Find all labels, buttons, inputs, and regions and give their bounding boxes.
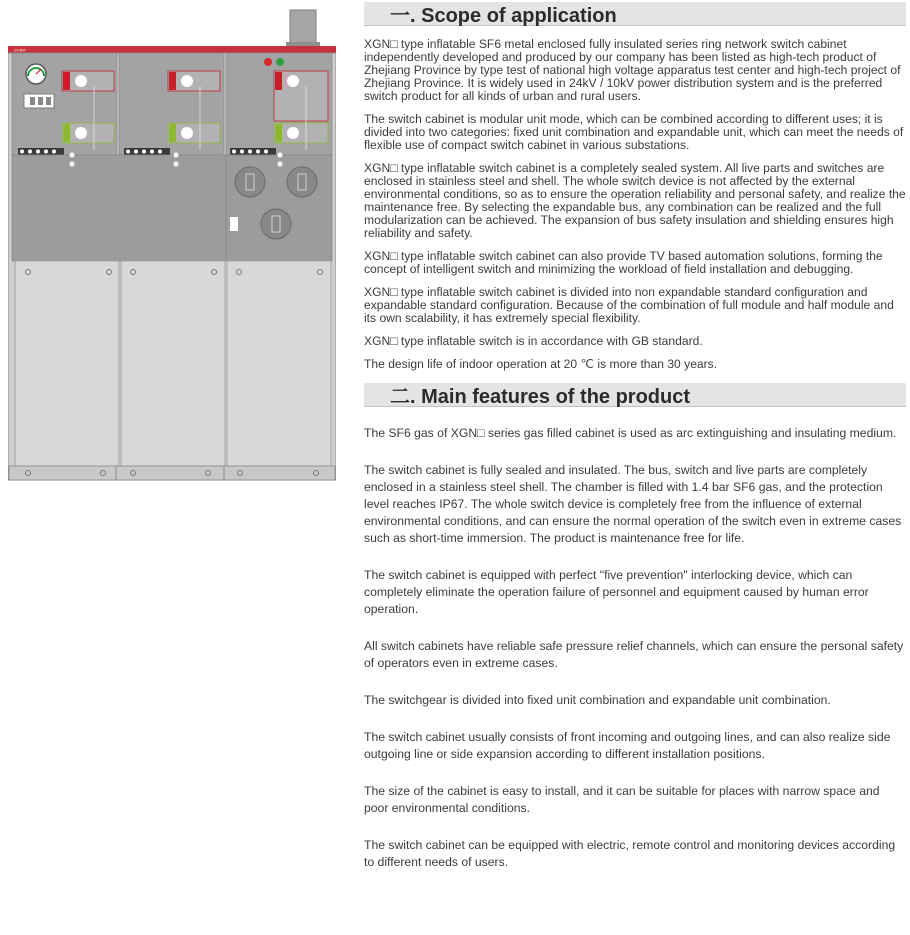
switchgear-illustration: [8, 8, 336, 488]
top-vent: [286, 10, 320, 47]
switch-mechanism-upper-3: [274, 71, 328, 121]
scope-paragraph: The design life of indoor operation at 20 ℃ is more than 30 years.: [364, 357, 718, 371]
scope-paragraph: The switch cabinet is modular unit mode, which can be combined according to different uses; it is divided into two categories: fixed unit combination and expandable unit, which can meet the needs of flexible use of compact switch cabinet in various substations.: [364, 112, 904, 152]
text-column: [364, 0, 906, 871]
switch-mechanism-lower-1: [62, 123, 114, 143]
feature-paragraph: The size of the cabinet is easy to install, and it can be suitable for places with narrow space and poor environmental conditions.: [364, 784, 880, 815]
fuse-socket-icon: [287, 167, 317, 197]
switch-mechanism-upper-2: [168, 71, 220, 91]
feature-paragraph: The switch cabinet usually consists of front incoming and outgoing lines, and can also realize side outgoing line or side expansion according to different installation positions.: [364, 730, 891, 761]
top-strip: [8, 46, 336, 53]
switch-mechanism-upper-1: [62, 71, 114, 91]
scope-paragraph: XGN□ type inflatable switch is in accordance with GB standard.: [364, 334, 703, 348]
fuse-socket-icon: [261, 209, 291, 239]
lower-door-3: [227, 261, 331, 466]
switchgear-drawing: [8, 8, 336, 483]
section-heading-scope: 一. Scope of application: [364, 2, 906, 26]
feature-paragraph: The switch cabinet is equipped with perfect "five prevention" interlocking device, which can completely eliminate the operation failure of personnel and equipment caused by human error operation.: [364, 568, 869, 616]
feature-paragraph: The SF6 gas of XGN□ series gas filled cabinet is used as arc extinguishing and insulating medium.: [364, 426, 897, 440]
scope-paragraph: XGN□ type inflatable switch cabinet can also provide TV based automation solutions, forming the concept of intelligent switch and minimizing the workload of field installation and debugging.: [364, 249, 883, 276]
pressure-gauge-icon: [26, 64, 46, 84]
feature-paragraph: The switch cabinet is fully sealed and insulated. The bus, switch and live parts are completely enclosed in a stainless steel shell. The chamber is filled with 1.4 bar SF6 gas, and the protection level reaches IP67. The whole switch device is completely free from the influence of external environmental conditions, and can ensure the normal operation of the switch even in extreme cases such as short-time immersion. The product is maintenance free for life.: [364, 463, 902, 545]
feature-paragraph: All switch cabinets have reliable safe pressure relief channels, which can ensure the personal safety of operators even in extreme cases.: [364, 639, 904, 670]
indicator-strip-1: [18, 148, 64, 155]
indicator-light-icon: [276, 58, 284, 66]
nameplate-icon: [24, 94, 54, 108]
window-slot: [230, 217, 238, 231]
scope-paragraph-list: [364, 38, 906, 371]
fuse-socket-icon: [235, 167, 265, 197]
indicator-strip-3: [230, 148, 276, 155]
indicator-light-icon: [264, 58, 272, 66]
features-paragraph-list: [364, 425, 906, 871]
scope-paragraph: XGN□ type inflatable switch cabinet is divided into non expandable standard configuration and expandable standard configuration. Because of the combination of full module and half module and its own scalability, it has extremely special flexibility.: [364, 285, 894, 325]
feature-paragraph: The switch cabinet can be equipped with electric, remote control and monitoring devices according to different needs of users.: [364, 838, 896, 869]
lower-door-1: [15, 261, 119, 466]
indicator-strip-2: [124, 148, 170, 155]
middle-panel-left: [12, 155, 226, 261]
scope-paragraph: XGN□ type inflatable switch cabinet is a completely sealed system. All live parts and switches are enclosed in stainless steel and shell. The whole switch device is not affected by the external environmental conditions, so as to ensure the operation reliability and personal safety, and realize the maintenance free. By selecting the expandable bus, any combination can be realized and the full modularization can be achieved. The expansion of bus safety insulation and shielding ensures high reliability and safety.: [364, 161, 906, 240]
plinth: [9, 466, 335, 480]
section-heading-features: 二. Main features of the product: [364, 383, 906, 407]
lower-door-2: [121, 261, 225, 466]
feature-paragraph: The switchgear is divided into fixed unit combination and expandable unit combination.: [364, 693, 831, 707]
brand-label: CHINT: [14, 47, 27, 53]
switch-mechanism-lower-2: [168, 123, 220, 143]
scope-paragraph: XGN□ type inflatable SF6 metal enclosed fully insulated series ring network switch cabinet independently developed and produced by our company has been listed as high-tech product of Zhejiang Province by type test of national high voltage apparatus test center and high-tech project of Zhejiang Province. It is widely used in 24kV / 10kV power distribution system and is the preferred switch product for all kinds of urban and rural users.: [364, 37, 901, 103]
switch-mechanism-lower-3: [274, 123, 328, 143]
